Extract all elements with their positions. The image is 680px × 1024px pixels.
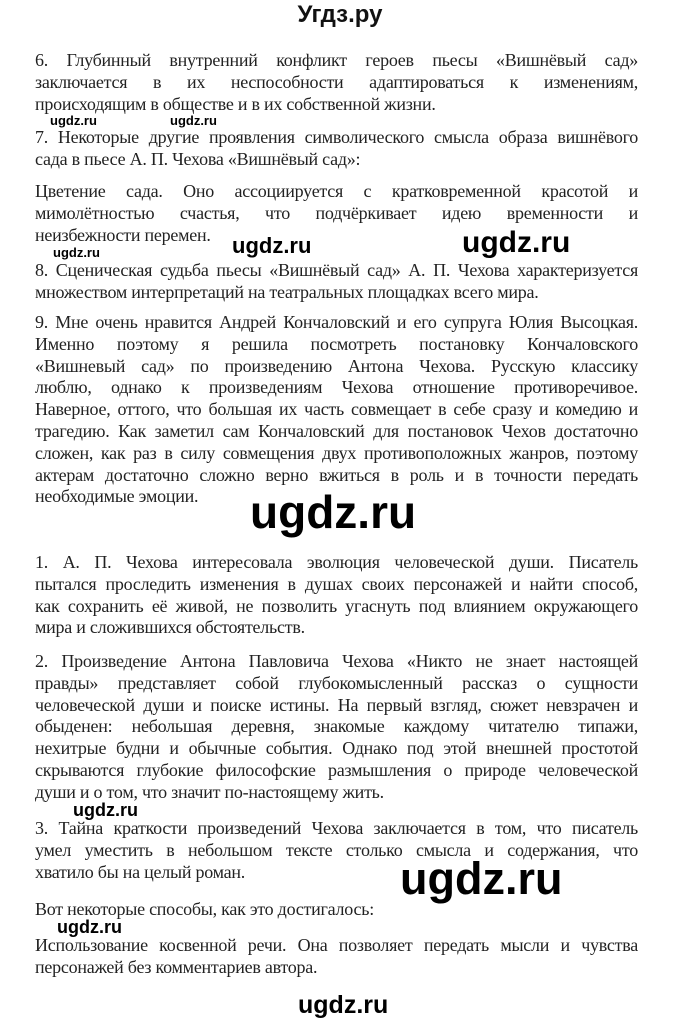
text-line: Именно поэтому я решила посмотреть постановку Кончаловского (35, 333, 638, 354)
watermark: ugdz.ru (462, 226, 571, 259)
text-line: 2. Произведение Антона Павловича Чехова «Никто не знает настоящей (35, 651, 638, 671)
watermark: ugdz.ru (400, 853, 563, 904)
text-line: человеческой души и поиске истины. На первый взгляд, сюжет невзрачен и (35, 694, 638, 715)
text-line: персонажей без комментариев автора. (35, 956, 318, 977)
text-line: пытался проследить изменения в душах своих персонажей и найти способ, (35, 573, 638, 594)
text-line: скрываются глубокие философские размышления о природе человеческой (35, 759, 638, 780)
paragraph (35, 260, 638, 304)
text-line: 3. Тайна краткости произведений Чехова заключается в том, что писатель (35, 818, 638, 838)
watermark: ugdz.ru (250, 486, 417, 538)
text-line: Наверное, оттого, что большая их часть совмещает в себе сразу и комедию и (35, 399, 638, 420)
text-line: мира и сложившихся обстоятельств. (35, 617, 305, 638)
text-line: Вот некоторые способы, как это достигалось: (35, 899, 374, 919)
watermark: ugdz.ru (73, 800, 138, 820)
paragraph (35, 651, 638, 804)
paragraph (35, 127, 638, 171)
text-line: 8. Сценическая судьба пьесы «Вишнёвый сад» А. П. Чехова характеризуется (35, 260, 638, 280)
text-line: 9. Мне очень нравится Андрей Кончаловский и его супруга Юлия Высоцкая. (35, 312, 638, 332)
text-line: нехитрые будни и обычные события. Однако под этой внешней простотой (35, 738, 638, 759)
text-line: сложен, как раз в силу совмещения двух противоположных жанров, поэтому (35, 442, 638, 463)
text-line: обыденен: небольшая деревня, знакомые каждому читателю типажи, (35, 716, 638, 737)
watermark: ugdz.ru (53, 245, 100, 260)
text-line: множеством интерпретаций на театральных площадках всего мира. (35, 281, 539, 302)
text-line: 6. Глубинный внутренний конфликт героев пьесы «Вишнёвый сад» (35, 50, 638, 70)
text-line: люблю, однако к произведениям Чехова отношение противоречивое. (35, 377, 638, 398)
paragraph (35, 552, 638, 639)
watermark: ugdz.ru (170, 113, 217, 128)
text-line: «Вишневый сад» по произведению Антона Чехова. Русскую классику (35, 355, 638, 376)
watermark: ugdz.ru (57, 917, 122, 937)
paragraph (35, 312, 638, 508)
text-line: Использование косвенной речи. Она позволяет передать мысли и чувства (35, 935, 638, 955)
text-line: заключается в их неспособности адаптироваться к изменениям, (35, 71, 638, 92)
text-line: неизбежности перемен. (35, 224, 211, 245)
paragraph (35, 935, 638, 979)
text-line: 1. А. П. Чехова интересовала эволюция человеческой души. Писатель (35, 552, 638, 572)
text-line: правды» представляет собой глубокомысленный рассказ о сущности (35, 672, 638, 693)
watermark: ugdz.ru (232, 233, 312, 258)
paragraph (35, 50, 638, 115)
text-line: происходящим в обществе и в их собственной жизни. (35, 93, 436, 114)
text-line: необходимые эмоции. (35, 486, 199, 507)
text-line: Цветение сада. Оно ассоциируется с кратковременной красотой и (35, 181, 638, 201)
text-line: мимолётностью счастья, что подчёркивает идею временности и (35, 202, 638, 223)
text-line: умел уместить в небольшом тексте столько смысла и содержания, что (35, 839, 638, 860)
watermark: ugdz.ru (298, 991, 389, 1019)
text-line: души и о том, что значит по-настоящему жить. (35, 781, 384, 802)
text-line: сада в пьесе А. П. Чехова «Вишнёвый сад»: (35, 148, 361, 169)
page-title: Угдз.ру (297, 1, 383, 28)
text-line: трагедию. Как заметил сам Кончаловский для постановок Чехов достаточно (35, 420, 638, 441)
text-line: как сохранить её живой, не позволить угаснуть под влиянием окружающего (35, 595, 638, 616)
text-line: 7. Некоторые другие проявления символического смысла образа вишнёвого (35, 127, 638, 147)
watermark: ugdz.ru (50, 113, 97, 128)
text-line: хватило бы на целый роман. (35, 861, 246, 882)
text-line: актерам достаточно сложно верно вжиться в роль и в точности передать (35, 464, 638, 485)
